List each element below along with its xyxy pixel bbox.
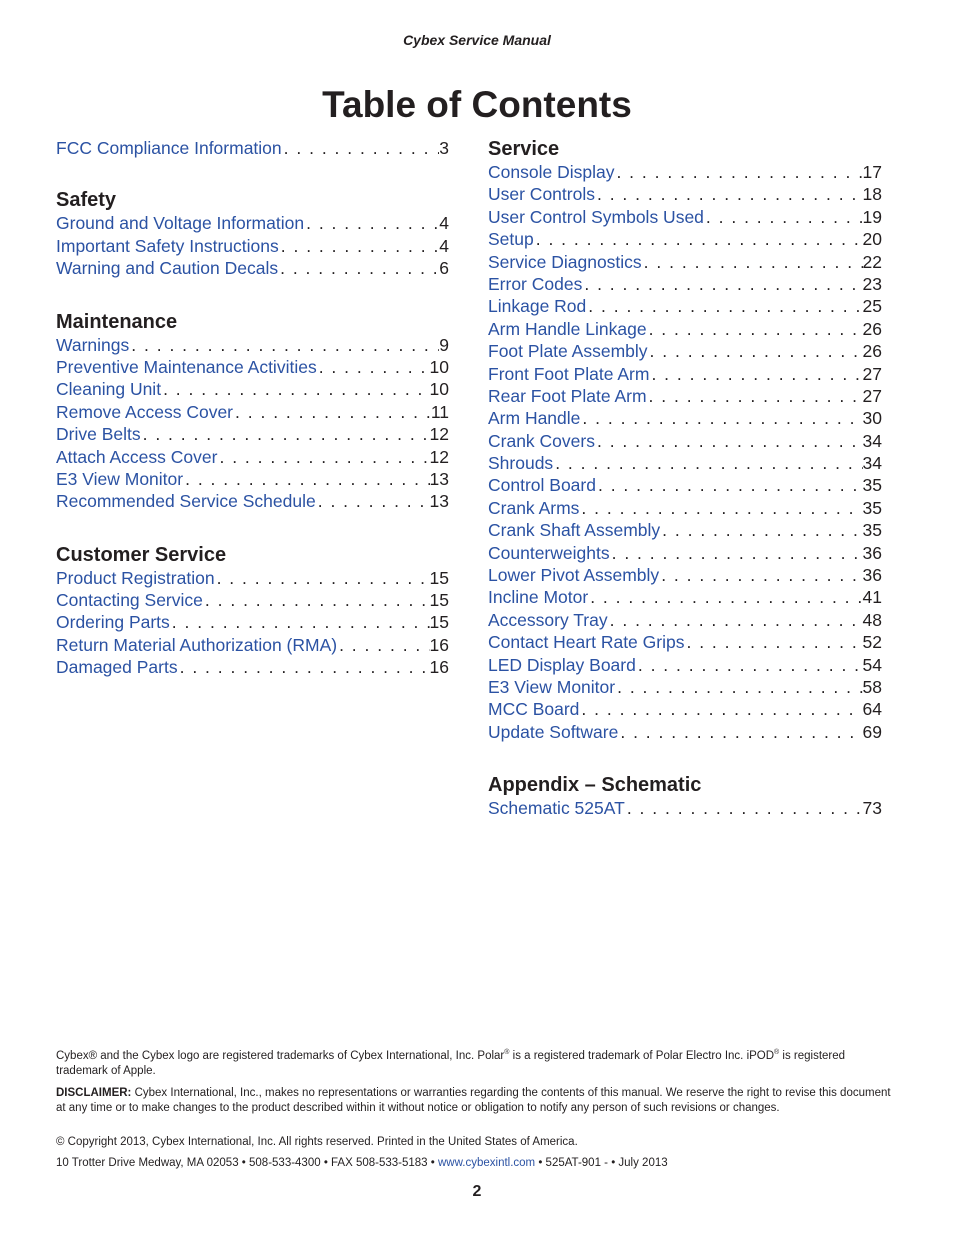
dot-leader [582, 273, 862, 295]
toc-entry[interactable] [488, 586, 882, 608]
trademark-notice [56, 1049, 896, 1079]
dot-leader [316, 490, 430, 512]
address-line [56, 1156, 896, 1171]
toc-entry-page: 34 [862, 430, 882, 451]
toc-entry[interactable] [56, 257, 449, 279]
toc-entry-page: 30 [862, 408, 882, 429]
toc-entry[interactable] [56, 468, 449, 490]
toc-entry-title[interactable]: FCC Compliance Information [56, 138, 282, 158]
toc-entry-title[interactable]: Contacting Service [56, 590, 203, 611]
toc-entry-title[interactable]: Arm Handle [488, 408, 581, 429]
toc-entry-title[interactable]: Ground and Voltage Information [56, 213, 305, 234]
toc-entry-title[interactable]: Attach Access Cover [56, 446, 218, 467]
page-number: 2 [472, 1183, 482, 1200]
dot-leader [203, 589, 430, 611]
toc-entry-title[interactable]: Schematic 525AT [488, 798, 625, 819]
toc-entry[interactable] [488, 161, 882, 183]
toc-entry-title[interactable]: Setup [488, 229, 534, 250]
dot-leader [684, 631, 862, 653]
toc-entry-page: 35 [862, 475, 882, 496]
dot-leader [608, 609, 863, 631]
toc-entry-page: 15 [429, 567, 449, 588]
toc-entry-title[interactable]: Crank Shaft Assembly [488, 520, 661, 541]
toc-entry-page: 26 [862, 318, 882, 339]
toc-entry[interactable] [488, 564, 882, 586]
toc-entry-page: 10 [429, 356, 449, 377]
toc-entry-page: 25 [862, 296, 882, 317]
section-title-maintenance: Maintenance [56, 310, 178, 333]
toc-entry-title[interactable]: Contact Heart Rate Grips [488, 632, 685, 653]
toc-entry[interactable] [56, 235, 449, 257]
toc-entry-page: 35 [862, 520, 882, 541]
dot-leader [129, 334, 439, 356]
toc-entry[interactable] [488, 631, 882, 653]
dot-leader [534, 228, 863, 250]
toc-entry-title[interactable]: Crank Covers [488, 430, 595, 451]
toc-entry-title[interactable]: Lower Pivot Assembly [488, 565, 660, 586]
toc-entry-page: 48 [862, 609, 882, 630]
toc-entry-page: 4 [439, 235, 449, 256]
dot-leader [642, 251, 863, 273]
dot-leader [659, 564, 862, 586]
toc-entry[interactable] [488, 452, 882, 474]
toc-entry-page: 64 [862, 699, 882, 720]
toc-entry-title[interactable]: User Controls [488, 184, 595, 205]
website-link[interactable]: www.cybexintl.com [438, 1157, 536, 1169]
toc-entry-page: 19 [862, 206, 882, 227]
toc-entry-title[interactable]: MCC Board [488, 699, 580, 720]
toc-entry[interactable] [488, 183, 882, 205]
toc-entry-title[interactable]: Product Registration [56, 567, 215, 588]
toc-entry-page: 12 [429, 446, 449, 467]
dot-leader [649, 363, 862, 385]
toc-entry-title[interactable]: User Control Symbols Used [488, 206, 704, 227]
toc-entry-page: 34 [862, 453, 882, 474]
toc-entry-page: 4 [439, 213, 449, 234]
toc-entry-page: 20 [862, 229, 882, 250]
dot-leader [178, 656, 430, 678]
dot-leader [647, 385, 863, 407]
toc-entry-title[interactable]: Error Codes [488, 273, 583, 294]
toc-entry[interactable] [488, 797, 882, 819]
disclaimer-label: DISCLAIMER: [56, 1087, 132, 1099]
copyright-text: © Copyright 2013, Cybex International, Inc. All rights reserved. Printed in the United States of America. [56, 1136, 578, 1148]
toc-entry-title[interactable]: Recommended Service Schedule [56, 491, 316, 512]
toc-entry-page: 13 [429, 491, 449, 512]
toc-entry[interactable] [488, 363, 882, 385]
toc-entry-page: 36 [862, 565, 882, 586]
toc-entry-title[interactable]: Important Safety Instructions [56, 235, 279, 256]
toc-entry-page: 17 [862, 162, 882, 182]
toc-entry-title[interactable]: Remove Access Cover [56, 401, 234, 422]
dot-leader [595, 183, 863, 205]
toc-entry-title[interactable]: Warning and Caution Decals [56, 258, 279, 279]
toc-entry-page: 23 [862, 273, 882, 294]
toc-entry[interactable] [488, 318, 882, 340]
registered-mark: ® [504, 1049, 510, 1057]
toc-entry[interactable] [488, 519, 882, 541]
section-title-service: Service [488, 138, 560, 160]
toc-entry[interactable] [488, 474, 882, 496]
dot-leader [615, 676, 862, 698]
toc-entry[interactable] [488, 273, 882, 295]
dot-leader [636, 654, 863, 676]
trademark-text: Cybex® and the Cybex logo are registered trademarks of Cybex International, Inc. Polar [56, 1050, 505, 1062]
toc-entry-page: 3 [439, 138, 449, 158]
toc-entry-page: 41 [862, 587, 882, 608]
toc-entry[interactable] [56, 611, 449, 633]
toc-entry-title[interactable]: Update Software [488, 721, 619, 742]
trademark-text: is a registered trademark of Polar Electro Inc. iPOD [509, 1050, 775, 1062]
dot-leader [304, 212, 439, 234]
dot-leader [579, 698, 862, 720]
dot-leader [625, 797, 863, 819]
toc-entry-title[interactable]: Front Foot Plate Arm [488, 363, 650, 384]
toc-entry-title[interactable]: Rear Foot Plate Arm [488, 385, 647, 406]
toc-entry[interactable] [488, 430, 882, 452]
dot-leader [610, 542, 863, 564]
toc-entry-page: 69 [862, 721, 882, 742]
disclaimer [56, 1086, 896, 1116]
dot-leader [217, 446, 429, 468]
toc-entry-page: 15 [429, 590, 449, 611]
address-text: 10 Trotter Drive Medway, MA 02053 • 508-533-4300 • FAX 508-533-5183 • [56, 1157, 438, 1169]
dot-leader [580, 407, 862, 429]
toc-entry-title[interactable]: Return Material Authorization (RMA) [56, 634, 338, 655]
dot-leader [579, 497, 862, 519]
toc-entry-page: 18 [862, 184, 882, 205]
section-title-safety: Safety [56, 189, 117, 212]
page-title: Table of Contents [322, 84, 632, 125]
dot-leader [588, 586, 862, 608]
dot-leader [553, 452, 862, 474]
toc-entry[interactable] [56, 378, 449, 400]
toc-entry[interactable] [56, 634, 449, 656]
dot-leader [704, 206, 863, 228]
toc-entry-title[interactable]: Linkage Rod [488, 296, 587, 317]
toc-entry-title[interactable]: LED Display Board [488, 654, 636, 675]
dot-leader [279, 235, 440, 257]
toc-entry[interactable] [488, 295, 882, 317]
toc-entry[interactable] [488, 542, 882, 564]
toc-entry-page: 54 [862, 654, 882, 675]
toc-entry-page: 15 [429, 612, 449, 633]
toc-entry[interactable] [488, 654, 882, 676]
toc-entry-page: 9 [439, 334, 449, 355]
toc-entry-page: 10 [429, 379, 449, 400]
toc-entry-title[interactable]: Incline Motor [488, 587, 589, 608]
toc-entry[interactable] [488, 228, 882, 250]
dot-leader [337, 634, 429, 656]
toc-entry-page: 11 [430, 401, 449, 422]
toc-entry[interactable] [488, 721, 882, 743]
toc-entry[interactable] [56, 656, 449, 678]
running-header: Cybex Service Manual [403, 32, 551, 48]
toc-entry-title[interactable]: E3 View Monitor [56, 468, 184, 489]
document-number: • 525AT-901 - • July 2013 [535, 1157, 668, 1169]
section-title-appendix: Appendix – Schematic [488, 774, 702, 797]
toc-entry-title[interactable]: Accessory Tray [488, 609, 608, 630]
toc-entry-page: 35 [862, 497, 882, 518]
toc-entry[interactable] [56, 446, 449, 468]
toc-entry[interactable] [56, 334, 449, 356]
toc-entry[interactable] [56, 212, 449, 234]
toc-entry[interactable] [488, 385, 882, 407]
dot-leader [648, 340, 863, 362]
toc-entry[interactable] [488, 698, 882, 720]
toc-entry-title[interactable]: Arm Handle Linkage [488, 318, 647, 339]
toc-entry[interactable] [488, 407, 882, 429]
toc-entry-page: 73 [862, 798, 882, 819]
toc-entry-title[interactable]: Cleaning Unit [56, 379, 162, 400]
toc-entry-page: 27 [862, 385, 882, 406]
dot-leader [614, 161, 862, 183]
dot-leader [647, 318, 863, 340]
dot-leader [183, 468, 429, 490]
toc-entry-page: 13 [429, 468, 449, 489]
toc-entry-title[interactable]: Damaged Parts [56, 657, 178, 678]
toc-entry[interactable] [56, 490, 449, 512]
toc-entry-title[interactable]: Warnings [56, 334, 130, 355]
toc-entry-title[interactable]: Drive Belts [56, 424, 141, 445]
toc-entry-page: 16 [429, 657, 449, 678]
toc-entry-page: 16 [429, 634, 449, 655]
toc-entry[interactable] [56, 589, 449, 611]
toc-entry[interactable] [56, 567, 449, 589]
toc-entry[interactable] [488, 609, 882, 631]
section-title-customer-service: Customer Service [56, 543, 227, 566]
toc-entry-page: 27 [862, 363, 882, 384]
toc-right-column [488, 137, 882, 820]
toc-entry-title[interactable]: E3 View Monitor [488, 676, 616, 697]
toc-entry-title[interactable]: Counterweights [488, 542, 610, 563]
toc-entry-title[interactable]: Crank Arms [488, 497, 580, 518]
dot-leader [596, 474, 863, 496]
toc-entry-title[interactable]: Shrouds [488, 453, 554, 474]
trademark-text: is registered trademark of Apple. [56, 1050, 846, 1077]
toc-entry[interactable] [56, 356, 449, 378]
dot-leader [278, 257, 439, 279]
disclaimer-text: Cybex International, Inc., makes no representations or warranties regarding the contents of this manual. We reserve the right to revise this document at any time or to make changes to the product described within it without notice or obligation to notify any person of such revisions or changes. [56, 1087, 891, 1114]
toc-entry-page: 6 [439, 258, 449, 279]
dot-leader [161, 378, 429, 400]
toc-entry-title[interactable]: Ordering Parts [56, 612, 170, 633]
toc-entry-page: 36 [862, 542, 882, 563]
dot-leader [233, 401, 431, 423]
dot-leader [141, 423, 430, 445]
dot-leader [595, 430, 863, 452]
dot-leader [282, 137, 440, 159]
toc-entry[interactable] [488, 251, 882, 273]
toc-entry-title[interactable]: Service Diagnostics [488, 251, 642, 272]
toc-entry-title[interactable]: Preventive Maintenance Activities [56, 356, 317, 377]
toc-entry-page: 52 [862, 632, 882, 653]
dot-leader [317, 356, 430, 378]
dot-leader [660, 519, 862, 541]
toc-entry-title[interactable]: Foot Plate Assembly [488, 341, 648, 362]
dot-leader [618, 721, 862, 743]
registered-mark: ® [774, 1049, 780, 1057]
toc-entry[interactable] [56, 401, 449, 423]
toc-left-column [56, 137, 449, 679]
dot-leader [215, 567, 430, 589]
toc-entry-page: 58 [862, 676, 882, 697]
toc-entry[interactable] [56, 137, 449, 159]
toc-entry[interactable] [488, 340, 882, 362]
toc-entry-page: 12 [429, 424, 449, 445]
dot-leader [170, 611, 430, 633]
toc-entry-page: 26 [862, 341, 882, 362]
toc-entry[interactable] [488, 497, 882, 519]
toc-entry[interactable] [56, 423, 449, 445]
dot-leader [586, 295, 862, 317]
toc-entry-page: 22 [862, 251, 882, 272]
toc-entry-title[interactable]: Control Board [488, 475, 596, 496]
toc-entry-title[interactable]: Console Display [488, 162, 615, 182]
toc-entry[interactable] [488, 206, 882, 228]
copyright [56, 1135, 896, 1150]
toc-entry[interactable] [488, 676, 882, 698]
